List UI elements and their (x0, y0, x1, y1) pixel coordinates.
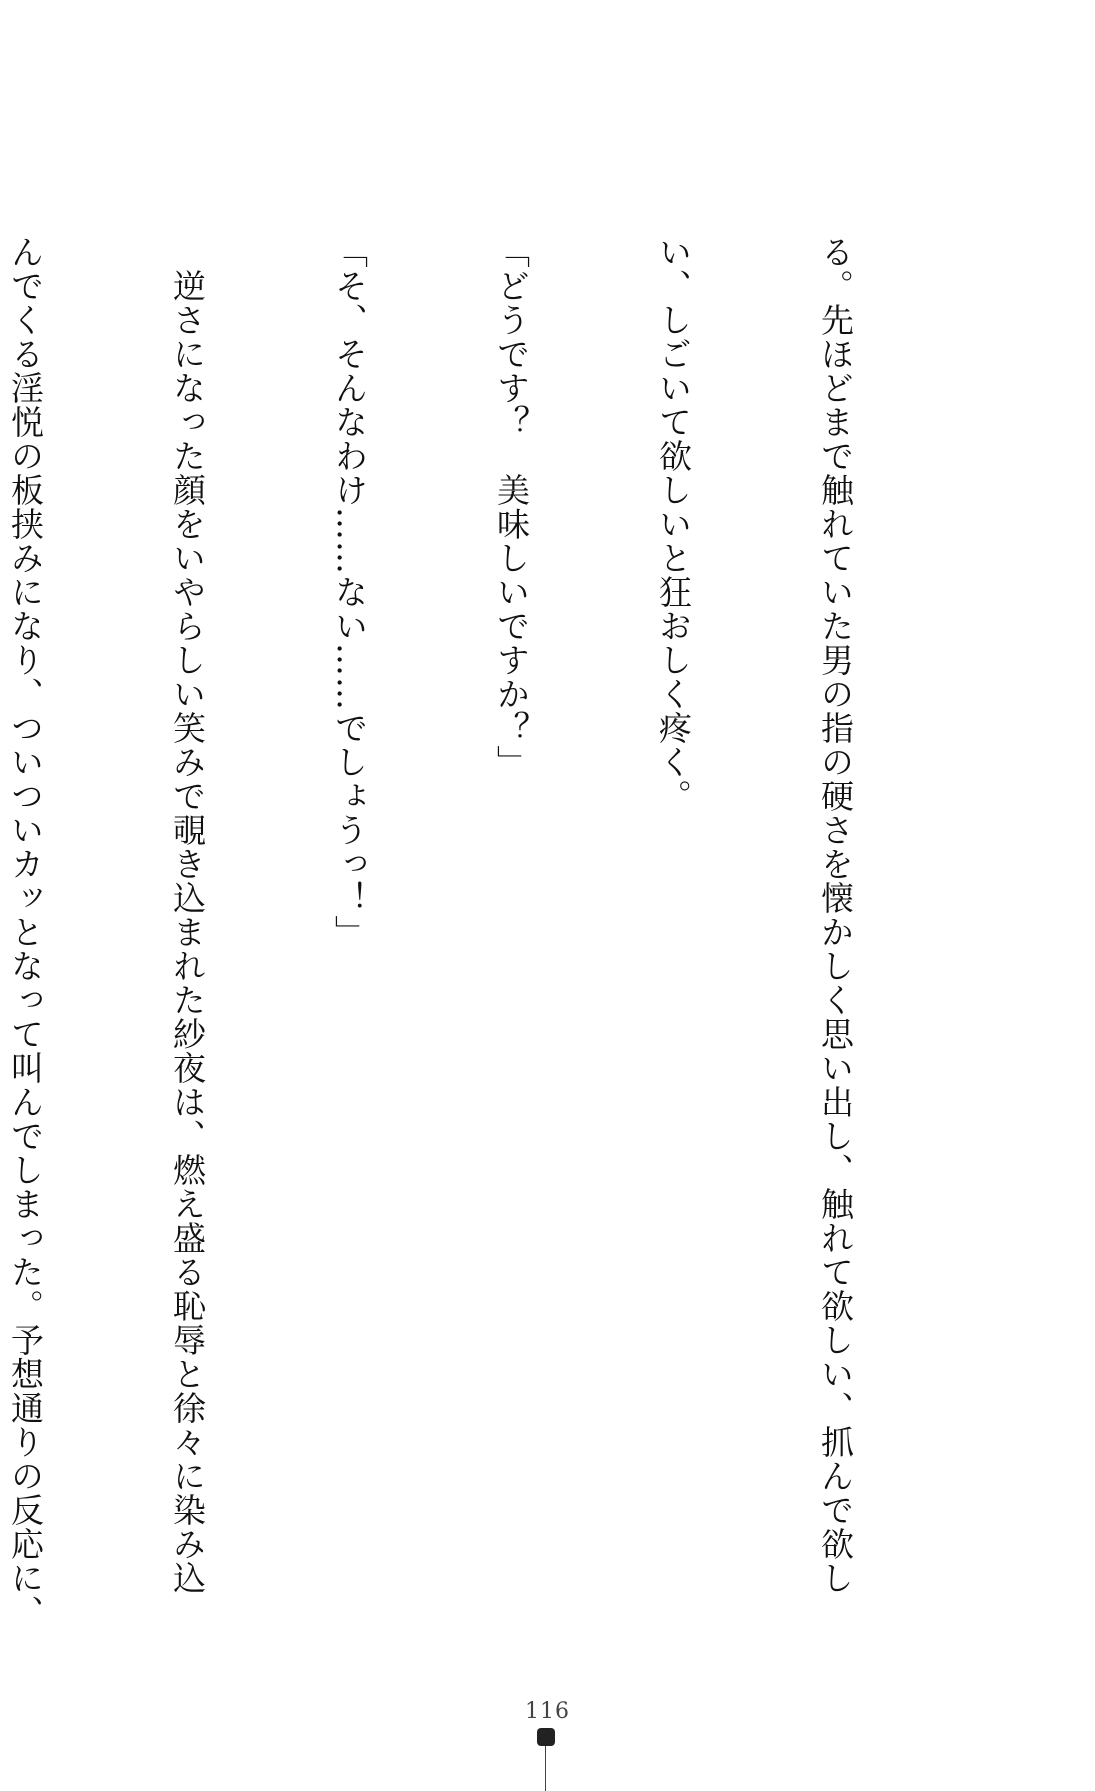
text-line: い、しごいて欲しいと狂おしく疼く。 (654, 235, 693, 813)
page-number: 116 (525, 1699, 570, 1724)
novel-body-text (0, 235, 970, 1629)
text-line: 「そ、そんなわけ……ない……でしょうっ！」 (330, 235, 369, 949)
page-marker-rule (545, 1746, 546, 1791)
text-line: 「どうです？ 美味しいですか？」 (492, 235, 531, 779)
text-line: る。先ほどまで触れていた男の指の硬さを懐かしく思い出し、触れて欲しい、抓んで欲し (816, 235, 855, 1595)
text-line: 逆さになった顔をいやらしい笑みで覗き込まれた紗夜は、燃え盛る恥辱と徐々に染み込 (168, 235, 207, 1595)
page-marker-icon (537, 1728, 555, 1746)
text-line: んでくる淫悦の板挟みになり、ついついカッとなって叫んでしまった。予想通りの反応に、 (6, 235, 45, 1629)
